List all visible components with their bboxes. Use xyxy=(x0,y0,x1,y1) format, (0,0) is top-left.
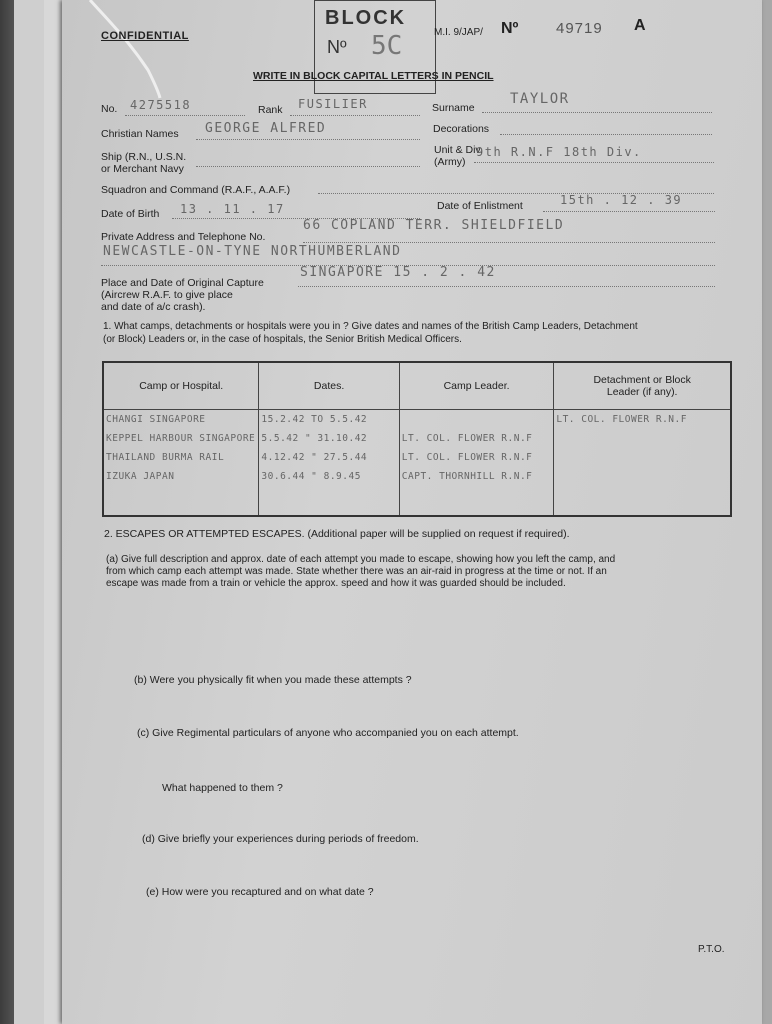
section1-question-1: 1. What camps, detachments or hospitals were you in ? Give dates and names of the British Camp Leaders, Detachment xyxy=(103,321,638,332)
ship-line xyxy=(196,166,420,167)
no-label: No. xyxy=(101,103,118,115)
col-detachment-line-1: Detachment or Block xyxy=(593,374,691,386)
rank-line xyxy=(290,115,420,116)
table-row: 5.5.42 " 31.10.42 xyxy=(261,433,368,444)
stamp-number: 5C xyxy=(371,31,403,61)
address-value-2: NEWCASTLE-ON-TYNE NORTHUMBERLAND xyxy=(103,244,402,259)
table-row: KEPPEL HARBOUR SINGAPORE xyxy=(106,433,256,444)
section2-heading: 2. ESCAPES OR ATTEMPTED ESCAPES. (Additional paper will be supplied on request if required). xyxy=(104,528,570,540)
rank-value: FUSILIER xyxy=(298,97,368,111)
col-detachment-line-2: Leader (if any). xyxy=(606,386,678,398)
paper-stack-edge xyxy=(14,0,45,1024)
stamp-no-text: Nº xyxy=(327,37,347,57)
table-row: LT. COL. FLOWER R.N.F xyxy=(556,414,687,425)
col-camp-leader: Camp Leader. xyxy=(399,362,554,410)
surname-line xyxy=(482,112,712,113)
table-row: 30.6.44 " 8.9.45 xyxy=(261,471,361,482)
enlistment-line xyxy=(543,211,715,212)
unit-value: 9th R.N.F 18th Div. xyxy=(476,145,642,159)
table-row xyxy=(554,467,730,486)
enlistment-value: 15th . 12 . 39 xyxy=(560,193,683,207)
pto-label: P.T.O. xyxy=(698,944,725,955)
col-dates: Dates. xyxy=(259,362,399,410)
col-detachment xyxy=(554,362,731,410)
section2-c: (c) Give Regimental particulars of anyone who accompanied you on each attempt. xyxy=(137,727,519,739)
address-line-1 xyxy=(303,242,715,243)
camps-table-header xyxy=(103,362,731,410)
decorations-line xyxy=(500,134,712,135)
ship-label-2: or Merchant Navy xyxy=(101,163,184,175)
section1-question-2: (or Block) Leaders or, in the case of hospitals, the Senior British Medical Officers. xyxy=(103,334,462,345)
service-number: 4275518 xyxy=(130,98,192,112)
section2-d: (d) Give briefly your experiences during periods of freedom. xyxy=(142,833,419,845)
capture-label-3: and date of a/c crash). xyxy=(101,301,206,313)
table-row: 15.2.42 TO 5.5.42 xyxy=(261,414,368,425)
no-line xyxy=(125,115,245,116)
section2-a-line-3: escape was made from a train or vehicle the approx. speed and how it was guarded should be included. xyxy=(106,578,566,589)
address-label: Private Address and Telephone No. xyxy=(101,231,266,243)
dob-label: Date of Birth xyxy=(101,208,160,220)
tag-string xyxy=(88,0,168,100)
surname-value: TAYLOR xyxy=(510,91,570,107)
table-row xyxy=(400,410,554,429)
surname-label: Surname xyxy=(432,102,475,114)
form-no-label: Nº xyxy=(501,20,519,37)
capture-label-2: (Aircrew R.A.F. to give place xyxy=(101,289,233,301)
christian-names-line xyxy=(196,139,420,140)
detachment-cell xyxy=(554,410,731,517)
table-row xyxy=(554,429,730,448)
unit-line xyxy=(474,162,714,163)
capture-line xyxy=(298,286,715,287)
table-row: 4.12.42 " 27.5.44 xyxy=(261,452,368,463)
decorations-label: Decorations xyxy=(433,123,490,135)
camps-table xyxy=(102,361,732,517)
ship-label-1: Ship (R.N., U.S.N. xyxy=(101,151,187,163)
squadron-label: Squadron and Command (R.A.F., A.A.F.) xyxy=(101,184,291,196)
address-value-1: 66 COPLAND TERR. SHIELDFIELD xyxy=(303,218,565,233)
camps-table-body xyxy=(103,410,731,517)
christian-names-value: GEORGE ALFRED xyxy=(205,121,327,136)
section2-e: (e) How were you recaptured and on what date ? xyxy=(146,886,374,898)
leader-cell xyxy=(399,410,554,517)
rank-label: Rank xyxy=(258,104,283,116)
unit-label-2: (Army) xyxy=(434,156,466,168)
capture-value: SINGAPORE 15 . 2 . 42 xyxy=(300,265,496,280)
form-number: 49719 xyxy=(556,20,603,37)
paper-stack-edge xyxy=(44,0,63,1024)
dates-cell xyxy=(259,410,399,517)
capture-label-1: Place and Date of Original Capture xyxy=(101,277,264,289)
table-row: CHANGI SINGAPORE xyxy=(106,414,206,425)
christian-names-label: Christian Names xyxy=(101,128,179,140)
mi-code: M.I. 9/JAP/ xyxy=(434,27,483,38)
confidential-label: CONFIDENTIAL xyxy=(101,30,189,42)
camp-cell xyxy=(103,410,259,517)
table-row: LT. COL. FLOWER R.N.F xyxy=(401,433,533,444)
dob-value: 13 . 11 . 17 xyxy=(180,202,285,216)
table-row: THAILAND BURMA RAIL xyxy=(106,452,225,463)
unit-label-1: Unit & Div. xyxy=(434,144,483,156)
table-row: IZUKA JAPAN xyxy=(106,471,175,482)
section2-a-line-1: (a) Give full description and approx. date of each attempt you made to escape, showing how you left the camp, and xyxy=(106,554,616,565)
section2-c-sub: What happened to them ? xyxy=(162,782,283,794)
col-camp: Camp or Hospital. xyxy=(103,362,259,410)
pencil-instruction: WRITE IN BLOCK CAPITAL LETTERS IN PENCIL xyxy=(253,70,494,82)
enlistment-label: Date of Enlistment xyxy=(437,200,523,212)
section2-a-line-2: from which camp each attempt was made. State whether there was an air-raid in progress at the time or not. If an xyxy=(106,566,607,577)
table-row: CAPT. THORNHILL R.N.F xyxy=(401,471,533,482)
section2-b: (b) Were you physically fit when you made these attempts ? xyxy=(134,674,412,686)
form-suffix: A xyxy=(634,17,646,34)
table-row xyxy=(554,448,730,467)
stamp-block-text: BLOCK xyxy=(325,7,407,29)
table-row: LT. COL. FLOWER R.N.F xyxy=(401,452,533,463)
